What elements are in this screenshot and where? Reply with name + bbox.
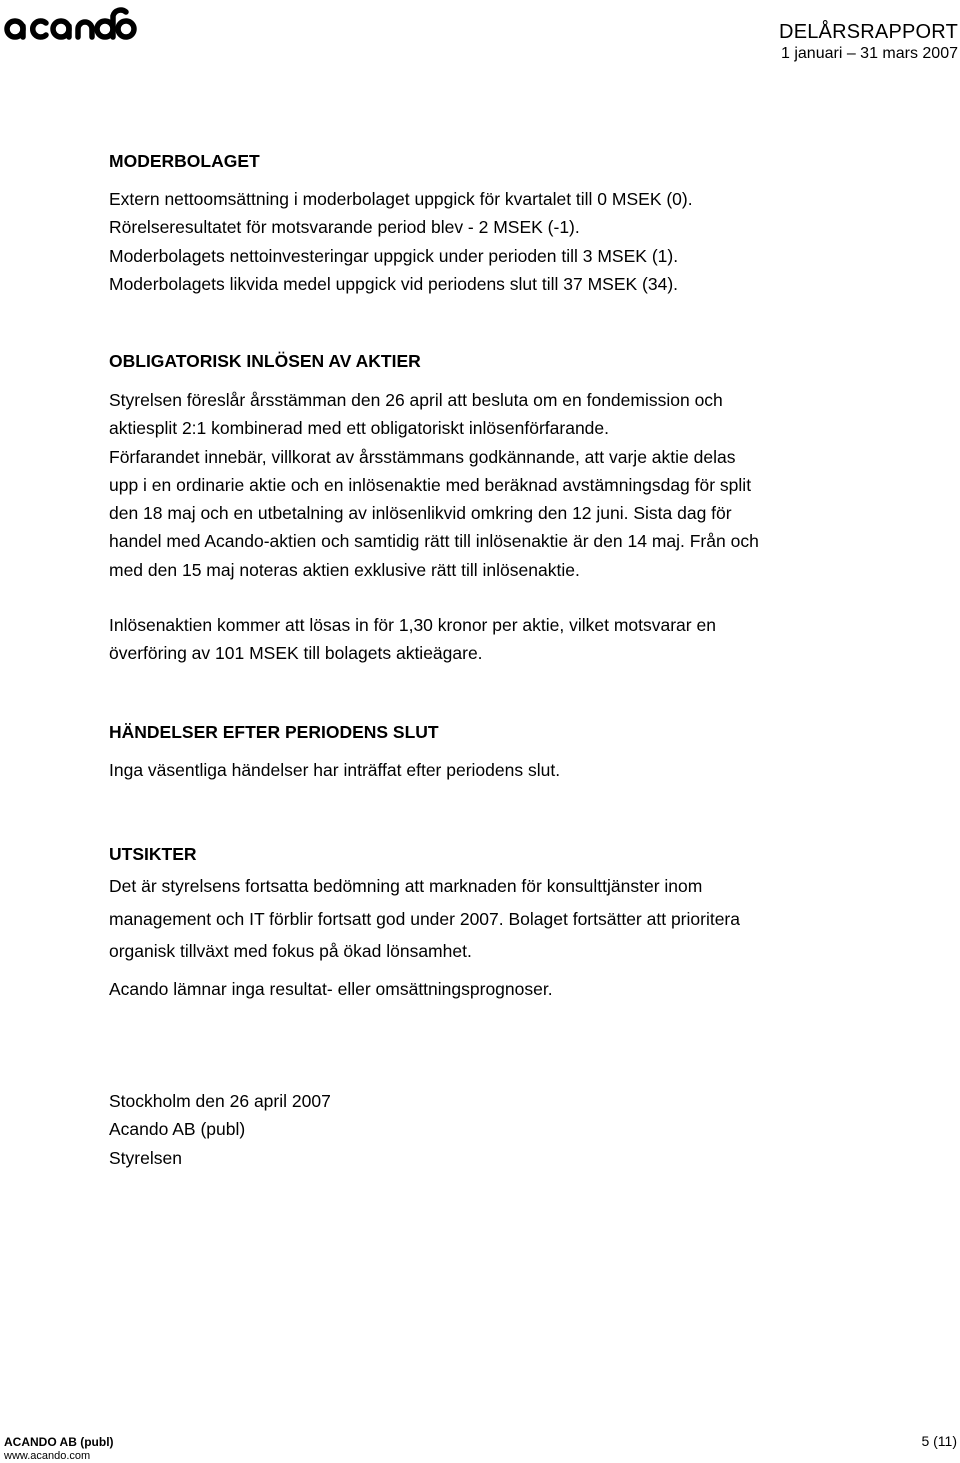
signature-place-date: Stockholm den 26 april 2007: [109, 1091, 331, 1111]
signature-company: Acando AB (publ): [109, 1119, 246, 1140]
signature-block: [109, 1087, 929, 1172]
text-line: Acando lämnar inga resultat- eller omsättningsprognoser.: [109, 979, 553, 999]
text-line: den 18 maj och en utbetalning av inlösenlikvid omkring den 12 juni. Sista dag för: [109, 503, 732, 524]
section-heading-utsikter: UTSIKTER: [109, 844, 197, 864]
text-line: Inlösenaktien kommer att lösas in för 1,30 kronor per aktie, vilket motsvarar en: [109, 615, 716, 635]
text-line: Förfarandet innebär, villkorat av årsstämmans godkännande, att varje aktie delas: [109, 446, 736, 467]
text-line: management och IT förblir fortsatt god under 2007. Bolaget fortsätter att prioritera: [109, 908, 740, 929]
report-title: DELÅRSRAPPORT: [779, 21, 958, 43]
section-heading-inlosen: OBLIGATORISK INLÖSEN AV AKTIER: [109, 351, 421, 371]
text-line: Moderbolagets nettoinvesteringar uppgick under perioden till 3 MSEK (1).: [109, 245, 679, 266]
signature-board: Styrelsen: [109, 1147, 182, 1168]
footer-company-info: [4, 1435, 114, 1463]
text-line: handel med Acando-aktien och samtidig rätt till inlösenaktie är den 14 maj. Från och: [109, 531, 759, 552]
footer-company-name: ACANDO AB (publ): [4, 1435, 114, 1449]
text-line: upp i en ordinarie aktie och en inlösenaktie med beräknad avstämningsdag för split: [109, 474, 752, 495]
paragraph-moderbolaget: [109, 185, 929, 298]
section-heading-moderbolaget: MODERBOLAGET: [109, 151, 260, 171]
acando-logo: [2, 2, 140, 42]
report-period: 1 januari – 31 mars 2007: [781, 45, 958, 62]
text-line: med den 15 maj noteras aktien exklusive rätt till inlösenaktie.: [109, 559, 580, 580]
text-line: aktiesplit 2:1 kombinerad med ett obligatoriskt inlösenförfarande.: [109, 418, 609, 439]
text-line: Rörelseresultatet för motsvarande period blev - 2 MSEK (-1).: [109, 217, 580, 238]
text-line: Moderbolagets likvida medel uppgick vid periodens slut till 37 MSEK (34).: [109, 273, 679, 294]
paragraph-utsikter: [109, 870, 929, 968]
section-heading-handelser: HÄNDELSER EFTER PERIODENS SLUT: [109, 722, 439, 742]
footer-website: www.acando.com: [4, 1450, 91, 1462]
paragraph-inlosen: [109, 386, 929, 584]
text-line: Inga väsentliga händelser har inträffat efter periodens slut.: [109, 760, 561, 780]
page-number: 5 (11): [921, 1433, 957, 1449]
text-line: organisk tillväxt med fokus på ökad lönsamhet.: [109, 941, 472, 961]
paragraph-handelser: [109, 756, 929, 784]
paragraph-inlosen-amount: [109, 611, 929, 668]
text-line: Det är styrelsens fortsatta bedömning att marknaden för konsulttjänster inom: [109, 876, 703, 896]
report-header: [779, 20, 958, 64]
paragraph-utsikter-prognos: [109, 973, 929, 1006]
text-line: Extern nettoomsättning i moderbolaget uppgick för kvartalet till 0 MSEK (0).: [109, 189, 693, 209]
text-line: Styrelsen föreslår årsstämman den 26 april att besluta om en fondemission och: [109, 390, 723, 410]
text-line: överföring av 101 MSEK till bolagets aktieägare.: [109, 643, 483, 664]
